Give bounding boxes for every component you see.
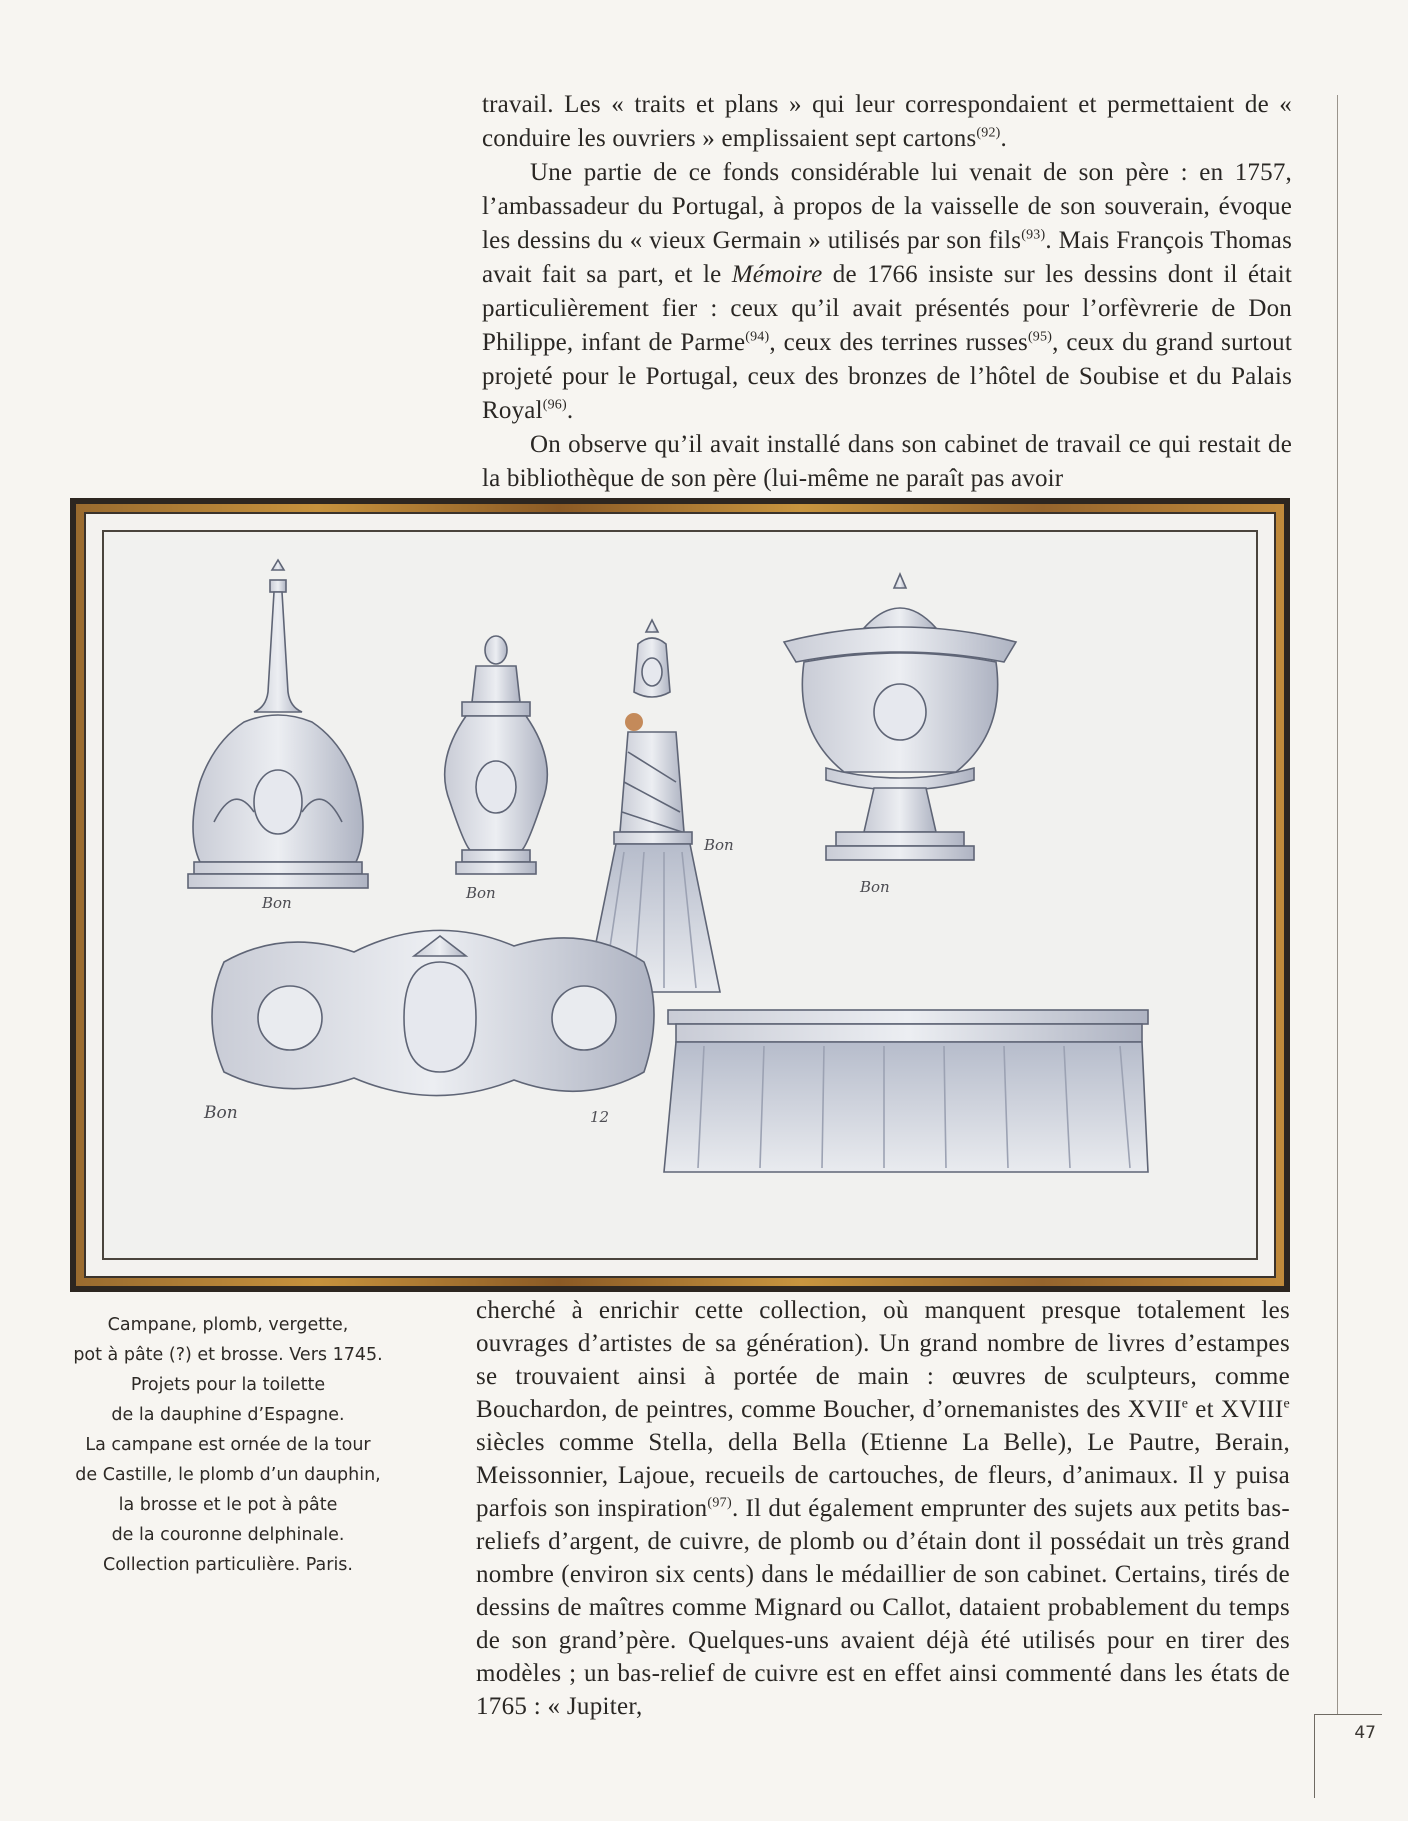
annotation-bon-4: Bon <box>860 878 890 896</box>
paragraph-3: On observe qu’il avait installé dans son cabinet de travail ce qui restait de la bibliothèque de son père (lui-même ne paraît pas avoir <box>482 431 1292 492</box>
paragraph-2-text-b: . Mais François Thomas avait fait sa part, et le <box>482 227 1292 288</box>
paragraph-2-text-d: , ceux des terrines russes <box>769 329 1028 356</box>
century-superscript: e <box>1283 1396 1290 1412</box>
paragraph-1-text: travail. Les « traits et plans » qui leur correspondaient et permettaient de « conduire les ouvriers » emplissaient sept cartons <box>482 91 1292 152</box>
footnote-ref-94: (94) <box>745 329 770 345</box>
paragraph-2-text-c: de 1766 insiste sur les dessins dont il était particulièrement fier : ceux qu’il avait présentés pour l’orfèvrerie de Don Philippe, infant de Parme <box>482 261 1293 356</box>
caption-line: la brosse et le pot à pâte <box>118 1495 338 1515</box>
footnote-ref-93: (93) <box>1021 227 1046 243</box>
paragraph-2 <box>482 156 1292 428</box>
paragraph-1-end: . <box>1000 125 1007 152</box>
caption-line: Campane, plomb, vergette, <box>107 1315 349 1335</box>
brosse-drawing <box>664 1010 1148 1172</box>
annotation-bon-5: Bon <box>204 1103 238 1123</box>
page-number-rule <box>1314 1758 1315 1798</box>
paragraph-4 <box>476 1294 1290 1723</box>
caption-line: de la couronne delphinale. <box>111 1525 345 1545</box>
paragraph-2-end: . <box>566 397 574 424</box>
illustration-frame <box>70 498 1290 1292</box>
caption-line: de la dauphine d’Espagne. <box>111 1405 345 1425</box>
body-text-top <box>482 88 1292 496</box>
paragraph-2-text-a: Une partie de ce fonds considérable lui venait de son père : en 1757, l’ambassadeur du Portugal, à propos de la vaisselle de son souverain, évoque les dessins du « vieux Germain » utilisés par son fils <box>482 159 1292 254</box>
annotation-number-12: 12 <box>590 1108 610 1126</box>
page-number: 47 <box>1314 1714 1382 1758</box>
footnote-ref-97: (97) <box>707 1495 732 1511</box>
paragraph-4-text-c: siècles comme Stella, della Bella (Etienne La Belle), Le Pautre, Berain, Meissonnier, Lajoue, recueils de cartouches, de fleurs, d’animaux. Il y puisa parfois son inspiration <box>476 1429 1290 1522</box>
footnote-ref-92: (92) <box>976 125 1001 141</box>
paragraph-4-text-a: cherché à enrichir cette collection, où manquent presque totalement les ouvrages d’artistes de sa génération). Un grand nombre de livres d’estampes se trouvaient ainsi à portée de main : œuvres de sculpteurs, comme Bouchardon, de peintres, comme Boucher, d’ornemanistes des XVII <box>476 1297 1290 1423</box>
illustration-mat <box>84 512 1276 1278</box>
illustration-drawing <box>102 530 1258 1260</box>
caption-line: pot à pâte (?) et brosse. Vers 1745. <box>73 1345 383 1365</box>
annotation-bon-2: Bon <box>466 884 496 902</box>
brosse-lid-drawing <box>212 930 654 1095</box>
paragraph-1 <box>482 88 1292 156</box>
century-superscript: e <box>1181 1396 1189 1412</box>
paragraph-2-text-e: , ceux du grand surtout projeté pour le Portugal, ceux des bronzes de l’hôtel de Soubise et du Palais Royal <box>482 329 1292 424</box>
caption-line: Projets pour la toilette <box>130 1375 326 1395</box>
annotation-bon-1: Bon <box>262 894 292 912</box>
margin-rule <box>1337 95 1338 1715</box>
caption-line: de Castille, le plomb d’un dauphin, <box>75 1465 381 1485</box>
figure-caption <box>52 1310 404 1580</box>
caption-line: La campane est ornée de la tour <box>85 1435 371 1455</box>
memoire-title: Mémoire <box>731 261 823 288</box>
annotation-bon-3: Bon <box>704 836 734 854</box>
paragraph-4-text-b: et XVIII <box>1188 1396 1284 1423</box>
footnote-ref-96: (96) <box>542 397 567 413</box>
body-text-bottom <box>476 1294 1290 1723</box>
paragraph-4-text-d: . Il dut également emprunter des sujets aux petits bas-reliefs d’argent, de cuivre, de plomb ou d’étain dont il possédait un très grand nombre (environ six cents) dans le médaillier de son cabinet. Certains, tirés de dessins de maîtres comme Mignard ou Callot, dataient probablement du temps de son grand’père. Quelques-uns avaient déjà été utilisés pour en tirer des modèles ; un bas-relief de cuivre est en effet ainsi commenté dans les états de 1765 : « Jupiter, <box>476 1495 1290 1720</box>
toilette-drawings-svg <box>104 532 1258 1260</box>
caption-line: Collection particulière. Paris. <box>102 1555 353 1575</box>
footnote-ref-95: (95) <box>1027 329 1053 345</box>
